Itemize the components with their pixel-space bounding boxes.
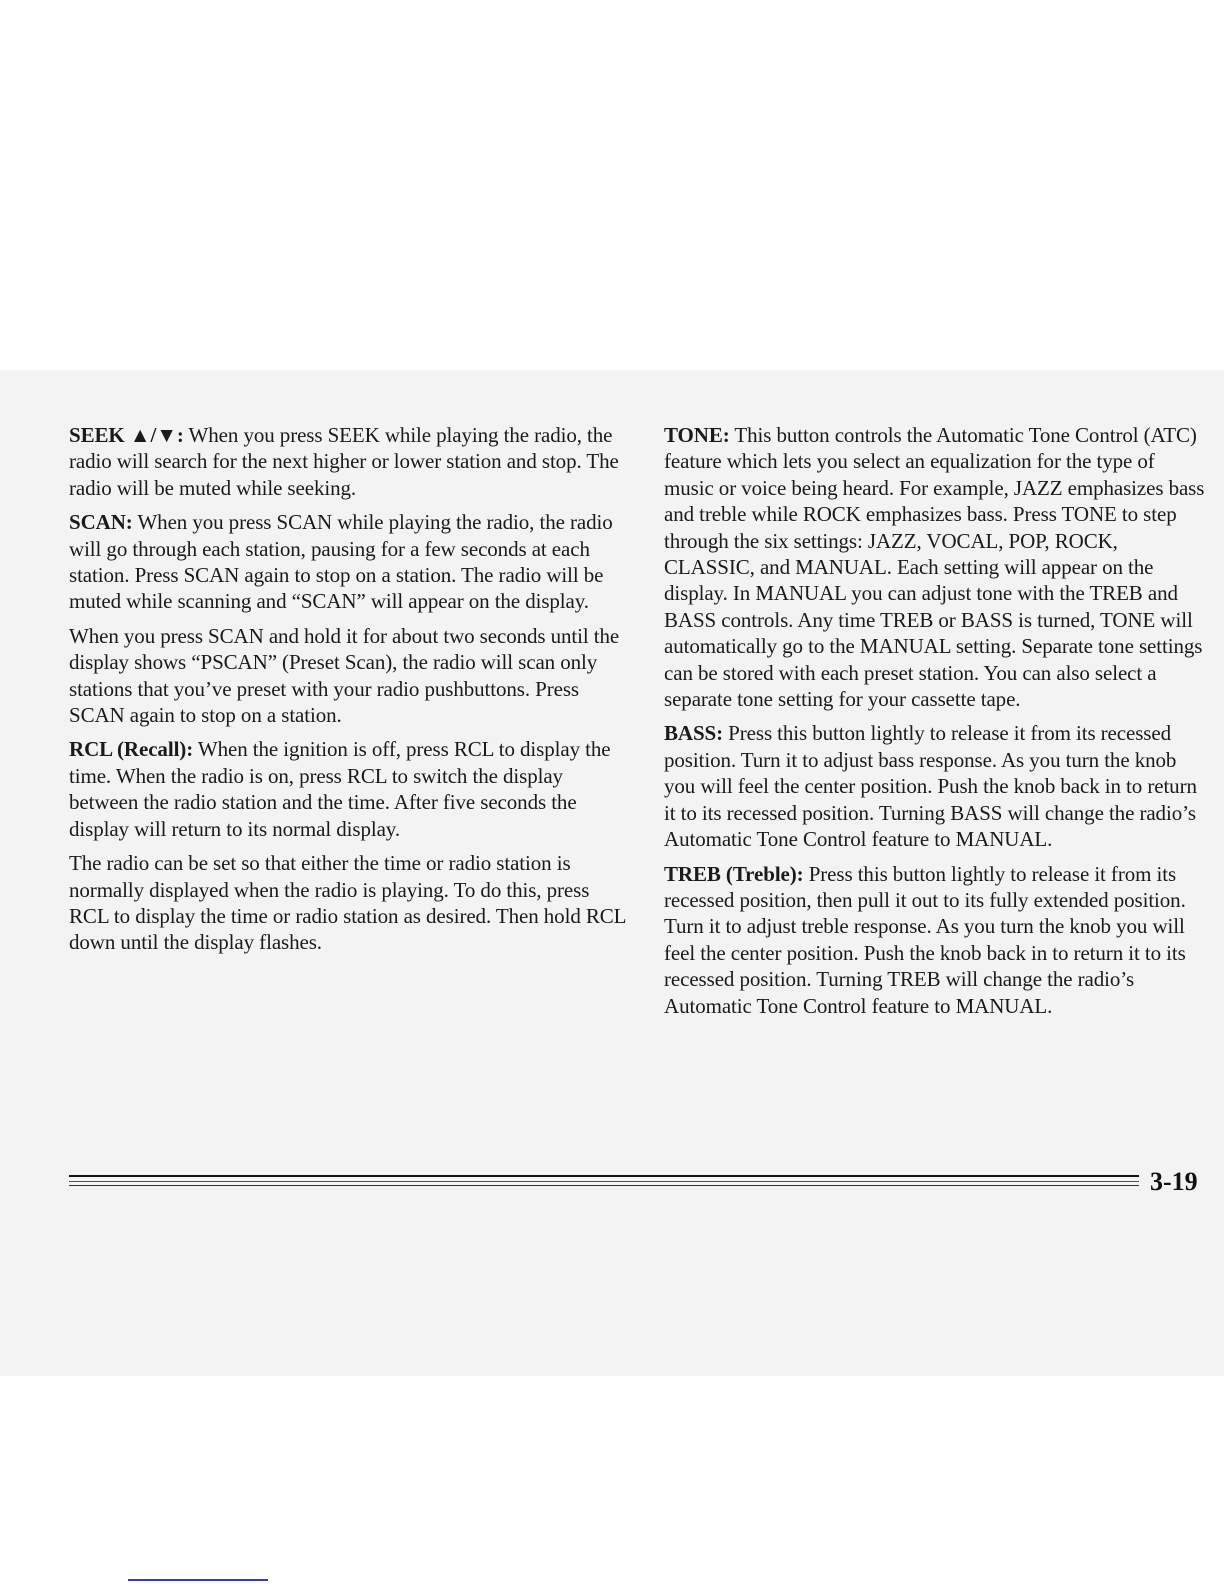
- page-number: 3-19: [1150, 1167, 1198, 1196]
- seek-text: When you press SEEK while playing the radio, the radio will search for the next higher or lower station and stop. The radio will be muted while seeking.: [69, 423, 619, 500]
- bass-paragraph: [664, 720, 1209, 852]
- scan-term: SCAN:: [69, 510, 133, 535]
- footer-rule-line-top: [69, 1175, 1139, 1177]
- pscan-paragraph: [69, 623, 629, 729]
- treb-term: TREB (Treble):: [664, 861, 804, 886]
- tone-paragraph: [664, 422, 1209, 712]
- footer-rule-line-middle: [69, 1181, 1139, 1182]
- rcl-term: RCL (Recall):: [69, 737, 194, 762]
- rcl-setting-text: The radio can be set so that either the time or radio station is normally displayed when the radio is playing. To do this, press RCL to display the time or radio station as desired. Then hold RCL down until the display flashes.: [69, 851, 626, 955]
- tone-text: This button controls the Automatic Tone Control (ATC) feature which lets you select an equalization for the type of music or voice being heard. For example, JAZZ emphasizes bass and treble while ROCK emphasizes bass. Press TONE to step through the six settings: JAZZ, VOCAL, POP, ROCK, CLASSIC, and MANUAL. Each setting will appear on the display. In MANUAL you can adjust tone with the TREB and BASS controls. Any time TREB or BASS is turned, TONE will automatically go to the MANUAL setting. Separate tone settings can be stored with each preset station. You can also select a separate tone setting for your cassette tape.: [664, 423, 1205, 712]
- right-column: [664, 422, 1209, 1027]
- bass-text: Press this button lightly to release it from its recessed position. Turn it to adjust bass response. As you turn the knob you will feel the center position. Push the knob back in to return it to its recessed position. Turning BASS will change the radio’s Automatic Tone Control feature to MANUAL.: [664, 721, 1197, 852]
- rcl-setting-paragraph: [69, 850, 629, 956]
- pscan-text: When you press SCAN and hold it for about two seconds until the display shows “PSCAN” (Preset Scan), the radio will scan only stations that you’ve preset with your radio pushbuttons. Press SCAN again to stop on a station.: [69, 623, 620, 728]
- footer-rule: [69, 1175, 1139, 1189]
- scan-paragraph: [69, 509, 629, 615]
- rcl-paragraph: [69, 736, 629, 842]
- tone-term: TONE:: [664, 423, 730, 447]
- left-column: [69, 422, 629, 964]
- treb-text: Press this button lightly to release it from its recessed position, then pull it out to its fully extended position. Turn it to adjust treble response. As you turn the knob you will feel the center position. Push the knob back in to return it to its recessed position. Turning TREB will change the radio’s Automatic Tone Control feature to MANUAL.: [664, 861, 1186, 1018]
- seek-paragraph: [69, 422, 629, 501]
- scan-text: When you press SCAN while playing the radio, the radio will go through each station, pausing for a few seconds at each station. Press SCAN again to stop on a station. The radio will be muted while scanning and “SCAN” will appear on the display.: [69, 510, 613, 614]
- footer-link-underline: [128, 1579, 268, 1581]
- treb-paragraph: [664, 861, 1209, 1019]
- bass-term: BASS:: [664, 721, 724, 746]
- footer-rule-line-bottom: [69, 1185, 1139, 1186]
- seek-term: SEEK ▲/▼:: [69, 423, 184, 447]
- rcl-text: When the ignition is off, press RCL to display the time. When the radio is on, press RCL to switch the display between the radio station and the time. After five seconds the display will return to its normal display.: [69, 737, 611, 841]
